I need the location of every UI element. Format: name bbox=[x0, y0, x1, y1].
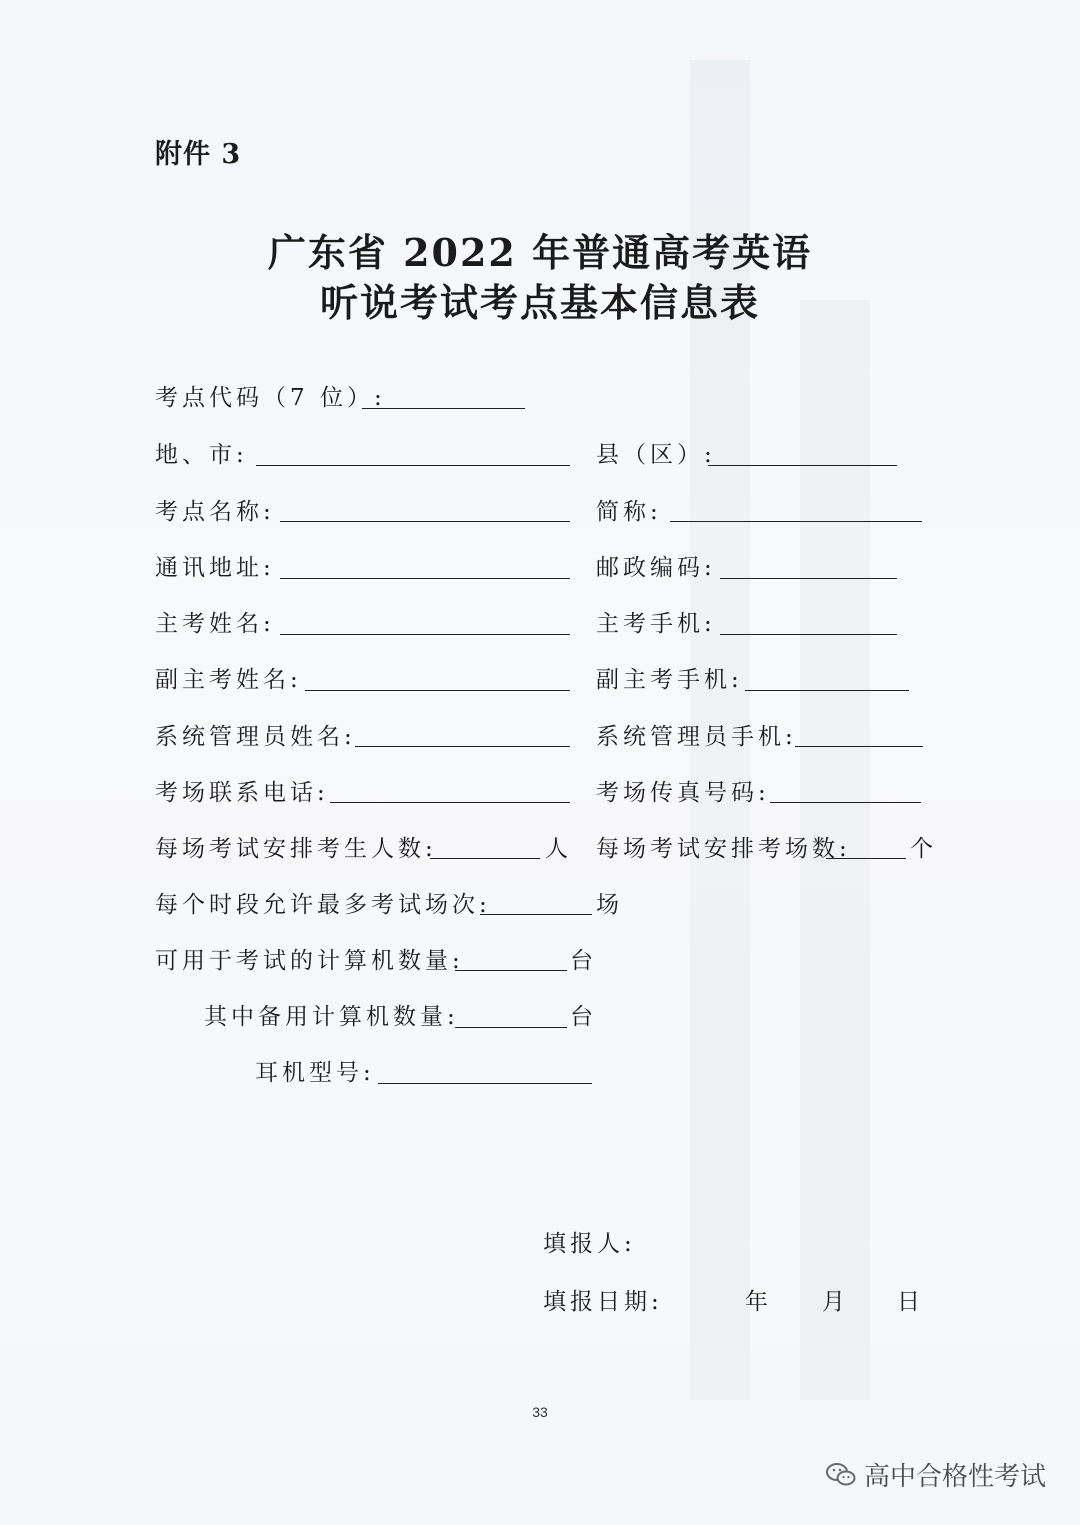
watermark-text: 高中合格性考试 bbox=[863, 1462, 1046, 1492]
postcode-label: 邮政编码: bbox=[596, 555, 716, 581]
computers-unit: 台 bbox=[570, 948, 593, 974]
room-tel-label: 考场联系电话: bbox=[155, 780, 329, 806]
filler-label: 填报人: bbox=[543, 1231, 636, 1257]
date-month: 月 bbox=[822, 1289, 845, 1315]
admin-phone-field[interactable] bbox=[795, 746, 923, 747]
city-label: 地、市: bbox=[155, 442, 248, 468]
date-year: 年 bbox=[745, 1289, 768, 1315]
site-name-label: 考点名称: bbox=[155, 499, 275, 525]
admin-name-label: 系统管理员姓名: bbox=[155, 724, 356, 750]
watermark bbox=[826, 1456, 1046, 1493]
headset-field[interactable] bbox=[378, 1083, 592, 1084]
sessions-label: 每个时段允许最多考试场次: bbox=[155, 892, 491, 918]
document-title-line1: 广东省 2022 年普通高考英语 bbox=[267, 230, 813, 275]
rooms-label: 每场考试安排考场数: bbox=[596, 836, 851, 862]
chief-phone-field[interactable] bbox=[720, 634, 897, 635]
computers-label: 可用于考试的计算机数量: bbox=[155, 948, 464, 974]
short-name-label: 简称: bbox=[596, 499, 662, 525]
wechat-icon bbox=[826, 1462, 856, 1488]
page-number: 33 bbox=[532, 1404, 548, 1420]
headset-label: 耳机型号: bbox=[255, 1060, 375, 1086]
code-label: 考点代码（7 位）: bbox=[155, 385, 386, 411]
computers-field[interactable] bbox=[455, 970, 567, 971]
students-unit: 人 bbox=[545, 836, 568, 862]
rooms-field[interactable] bbox=[826, 858, 906, 859]
vice-name-field[interactable] bbox=[305, 690, 570, 691]
room-fax-field[interactable] bbox=[770, 802, 921, 803]
address-field[interactable] bbox=[280, 578, 570, 579]
site-name-field[interactable] bbox=[280, 521, 570, 522]
chief-name-field[interactable] bbox=[280, 634, 570, 635]
spare-label: 其中备用计算机数量: bbox=[204, 1004, 459, 1030]
spare-field[interactable] bbox=[455, 1027, 567, 1028]
vice-phone-field[interactable] bbox=[745, 690, 909, 691]
code-field[interactable] bbox=[362, 408, 525, 409]
chief-name-label: 主考姓名: bbox=[155, 611, 275, 637]
postcode-field[interactable] bbox=[720, 578, 897, 579]
address-label: 通讯地址: bbox=[155, 555, 275, 581]
admin-name-field[interactable] bbox=[355, 746, 570, 747]
attachment-label: 附件 3 bbox=[155, 139, 242, 170]
admin-phone-label: 系统管理员手机: bbox=[596, 724, 797, 750]
date-day: 日 bbox=[897, 1289, 920, 1315]
county-label: 县（区）: bbox=[596, 442, 716, 468]
vice-name-label: 副主考姓名: bbox=[155, 667, 302, 693]
students-field[interactable] bbox=[430, 858, 540, 859]
document-title-line2: 听说考试考点基本信息表 bbox=[319, 280, 760, 325]
short-name-field[interactable] bbox=[670, 521, 922, 522]
date-label: 填报日期: bbox=[543, 1289, 663, 1315]
rooms-unit: 个 bbox=[910, 836, 933, 862]
students-label: 每场考试安排考生人数: bbox=[155, 836, 437, 862]
chief-phone-label: 主考手机: bbox=[596, 611, 716, 637]
county-field[interactable] bbox=[708, 465, 897, 466]
city-field[interactable] bbox=[256, 465, 570, 466]
room-tel-field[interactable] bbox=[330, 802, 570, 803]
spare-unit: 台 bbox=[570, 1004, 593, 1030]
vice-phone-label: 副主考手机: bbox=[596, 667, 743, 693]
sessions-field[interactable] bbox=[480, 914, 592, 915]
room-fax-label: 考场传真号码: bbox=[596, 780, 770, 806]
sessions-unit: 场 bbox=[596, 892, 619, 918]
